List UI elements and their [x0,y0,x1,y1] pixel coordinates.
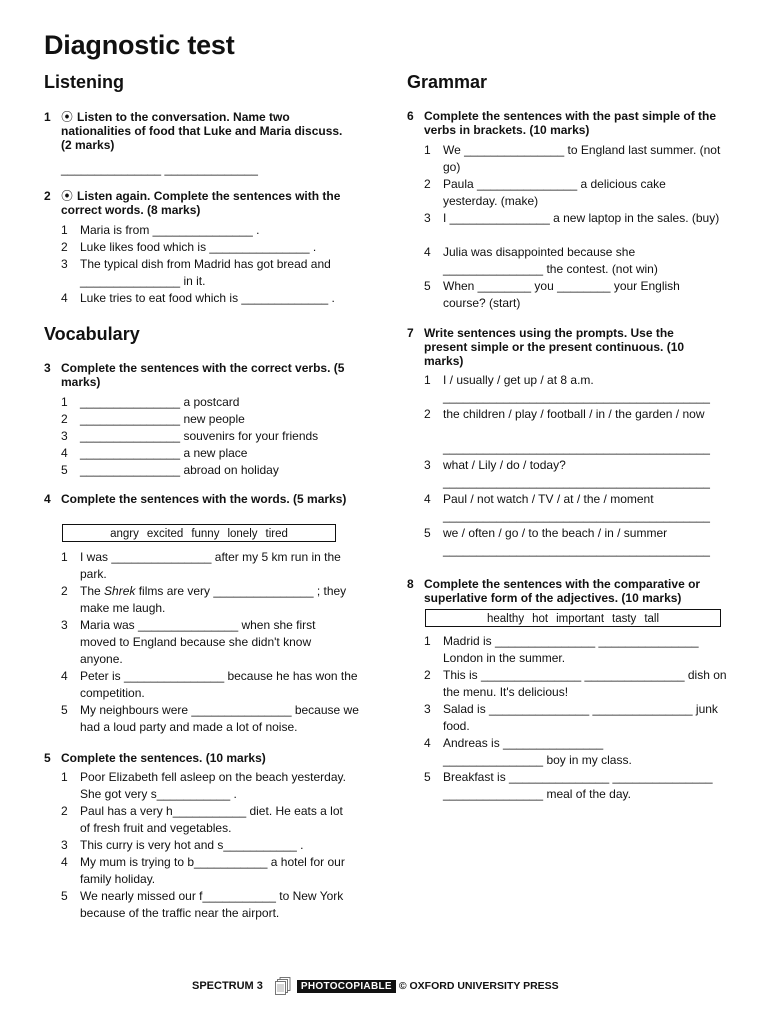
list-item: 3 _______________ souvenirs for your friends [61,429,319,443]
question-number: 5 [44,751,51,765]
photocopy-icon [275,977,291,995]
list-item: 1 Madrid is _______________ _______________ London in the summer. [424,634,699,665]
section-heading-grammar: Grammar [407,72,488,92]
series-name: SPECTRUM 3 [192,980,263,992]
list-item: 5 Breakfast is _______________ _______________ _______________ meal of the day. [424,770,713,801]
question-4 [44,492,364,506]
list-item: 4 Julia was disappointed because she _______________ the contest. (not win) [424,245,658,276]
word: excited [146,528,184,540]
list-item: 1 Poor Elizabeth fell asleep on the beach yesterday. She got very s___________ . [61,770,346,801]
question-7 [407,326,707,368]
list-item: 3 This curry is very hot and s___________ . [61,838,304,852]
word: funny [191,528,220,540]
word: healthy [486,613,525,625]
question-8 [407,577,727,605]
list-item: 5 When ________ you ________ your English course? (start) [424,279,680,310]
section-heading-vocabulary: Vocabulary [44,324,140,344]
question-number: 7 [407,326,414,340]
audio-icon: ⦿ [61,189,74,203]
question-number: 8 [407,577,414,591]
list-item: 1 I was _______________ after my 5 km run in the park. [61,550,341,581]
list-item: 4 _______________ a new place [61,446,248,460]
list-item: 5 _______________ abroad on holiday [61,463,279,477]
answer-line[interactable]: ________________________________________ [443,475,710,489]
answer-line[interactable]: ________________________________________ [443,441,710,455]
word: tired [265,528,288,540]
question-instruction: Complete the sentences with the correct verbs. (5 marks) [61,361,345,389]
question-number: 1 [44,110,51,124]
question-number: 2 [44,189,51,203]
answer-line[interactable]: ________________________________________ [443,509,710,523]
list-item: 3 Maria was _______________ when she first moved to England because she didn't know anyone. [61,618,316,666]
list-item: 3 what / Lily / do / today? [424,458,566,472]
list-item: 2 Paul has a very h___________ diet. He eats a lot of fresh fruit and vegetables. [61,804,343,835]
list-item: 2 Paula _______________ a delicious cake yesterday. (make) [424,177,666,208]
section-heading-listening: Listening [44,72,124,92]
list-item: 2 the children / play / football / in / the garden / now [424,407,705,421]
question-instruction: Complete the sentences with the past simple of the verbs in brackets. (10 marks) [424,109,717,137]
photocopiable-badge: PHOTOCOPIABLE [297,980,396,993]
question-6 [407,109,722,137]
page-footer [192,977,559,995]
list-item: 2 _______________ new people [61,412,245,426]
answer-line[interactable]: ________________________________________ [443,543,710,557]
question-instruction: Complete the sentences with the comparative or superlative form of the adjectives. (10 marks) [424,577,701,605]
list-item: 5 we / often / go / to the beach / in / summer [424,526,668,540]
question-instruction: Write sentences using the prompts. Use the present simple or the present continuous. (10 marks) [424,326,685,368]
word: tall [644,613,660,625]
question-number: 6 [407,109,414,123]
list-item: 1 Maria is from _______________ . [61,223,260,237]
list-item: 3 I _______________ a new laptop in the sales. (buy) [424,211,720,225]
list-item: 4 Andreas is _______________ _______________ boy in my class. [424,736,632,767]
word: lonely [227,528,258,540]
question-instruction: Listen to the conversation. Name two nationalities of food that Luke and Maria discuss. (2 marks) [61,110,343,152]
list-item: 1 _______________ a postcard [61,395,240,409]
list-item: 5 We nearly missed our f___________ to New York because of the traffic near the airport. [61,889,344,920]
list-item: 3 Salad is _______________ _______________ junk food. [424,702,718,733]
list-item: 2 Luke likes food which is _______________ . [61,240,317,254]
list-item: 4 Paul / not watch / TV / at / the / moment [424,492,654,506]
question-instruction: Complete the sentences with the words. (5 marks) [61,492,347,506]
page-title: Diagnostic test [44,30,235,60]
word: hot [532,613,549,625]
audio-icon: ⦿ [61,110,74,124]
question-1 [44,110,344,152]
question-instruction: Listen again. Complete the sentences with the correct words. (8 marks) [61,189,341,217]
list-item: 2 This is _______________ _______________ dish on the menu. It's delicious! [424,668,727,699]
list-item: 5 My neighbours were _______________ because we had a loud party and made a lot of noise. [61,703,359,734]
list-item: 4 Luke tries to eat food which is _____________ . [61,291,335,305]
word: important [556,613,605,625]
list-item: 3 The typical dish from Madrid has got bread and _______________ in it. [61,257,331,288]
question-3 [44,361,364,389]
list-item: 4 Peter is _______________ because he has won the competition. [61,669,358,700]
list-item: 2 The Shrek films are very _______________ ; they make me laugh. [61,584,347,615]
question-number: 4 [44,492,51,506]
publisher: © OXFORD UNIVERSITY PRESS [398,980,559,992]
list-item: 1 I / usually / get up / at 8 a.m. [424,373,594,387]
answer-line[interactable]: ________________________________________ [443,390,710,404]
word-box [62,524,336,542]
question-number: 3 [44,361,51,375]
word: angry [110,528,139,540]
list-item: 1 We _______________ to England last summer. (not go) [424,143,721,174]
word: tasty [612,613,637,625]
word-box [425,609,721,627]
list-item: 4 My mum is trying to b___________ a hotel for our family holiday. [61,855,345,886]
question-5 [44,751,364,765]
question-instruction: Complete the sentences. (10 marks) [61,751,266,765]
question-2 [44,189,349,217]
answer-line[interactable]: _______________ ______________ [61,162,258,176]
